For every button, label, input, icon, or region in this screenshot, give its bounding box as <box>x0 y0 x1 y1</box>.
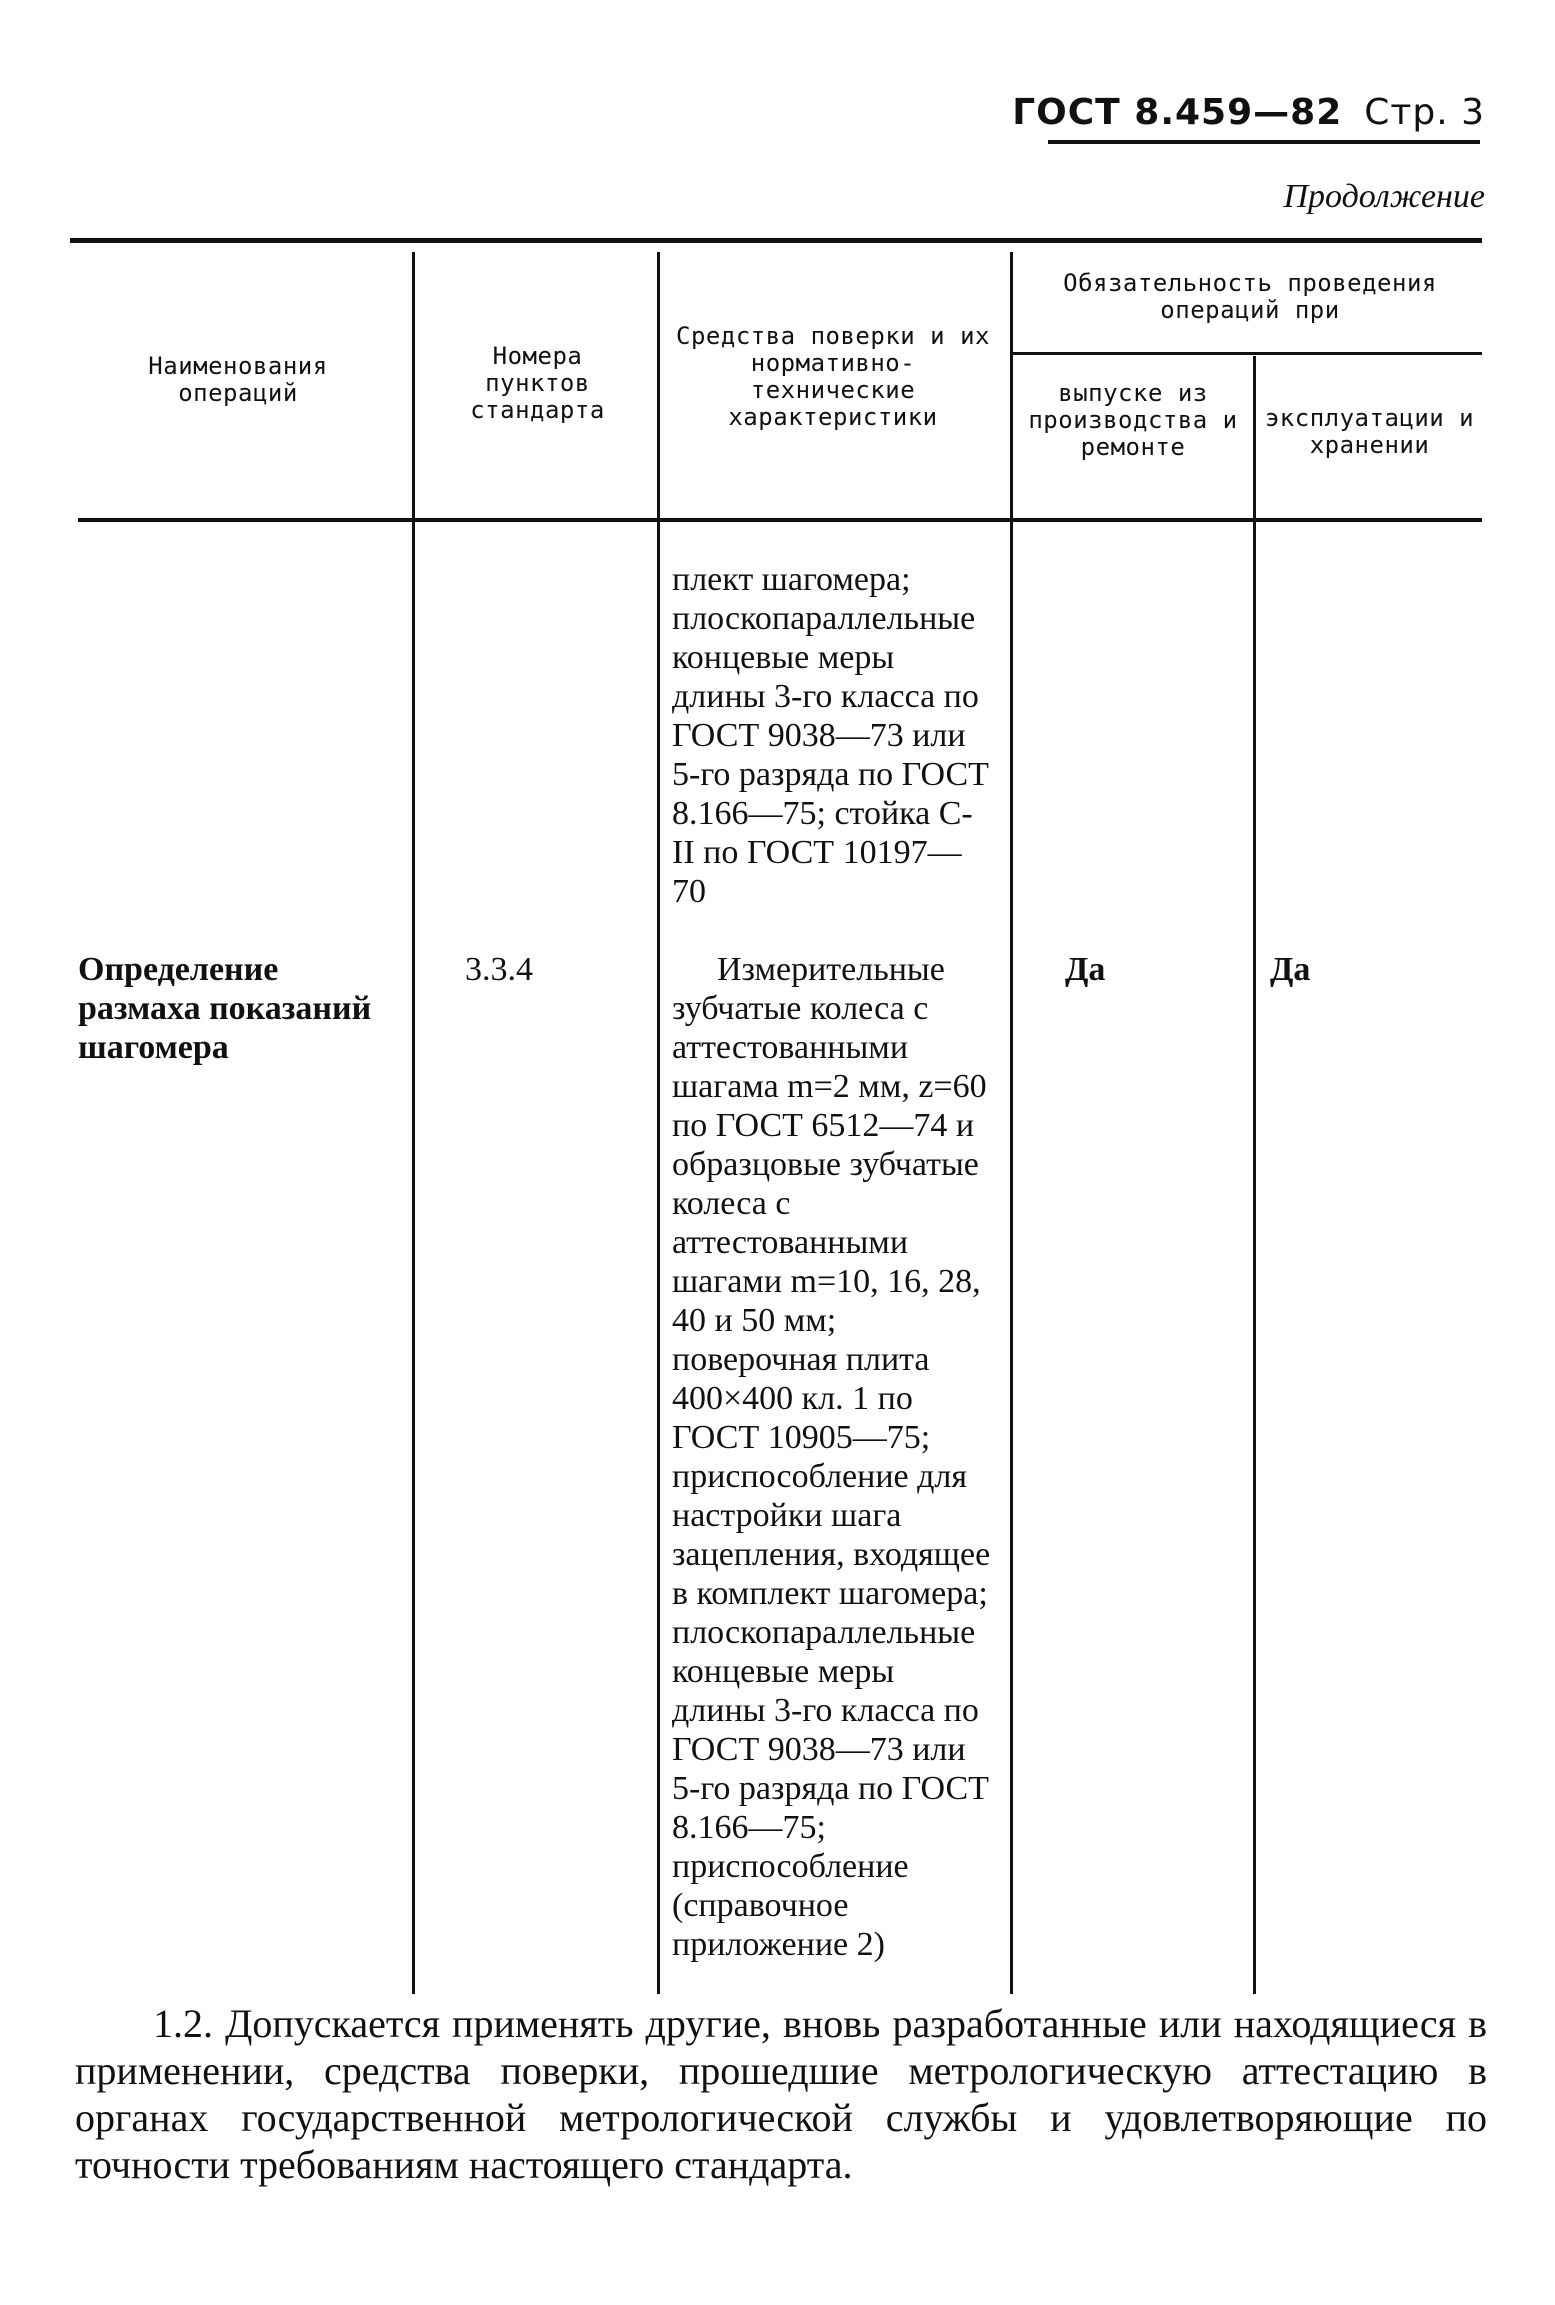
col-header-clauses: Номера пунктов стандарта <box>470 342 605 424</box>
col-header-means: Средства поверки и их нормативно-технические характеристики <box>676 322 990 431</box>
paragraph-1-2: 1.2. Допускается применять другие, вновь разработанные или находящиеся в применении, средства поверки, прошедшие метрологическую аттестацию в органах государственной метрологической службы и удовлетворяющие по точности требованиям настоящего стандарта. <box>75 2001 1487 2187</box>
clause-cell: 3.3.4 <box>465 951 533 988</box>
column-divider-4 <box>1253 356 1256 1994</box>
column-divider-3 <box>1010 252 1013 1994</box>
on-operation-cell: Да <box>1270 951 1311 988</box>
operation-cell: Определение размаха показаний шагомера <box>78 951 372 1066</box>
table-top-rule <box>70 238 1482 243</box>
table-header-rule <box>78 518 1482 522</box>
col-header-obligation: Обязательность проведения операций при <box>1063 269 1437 324</box>
continued-means-cell: плект шагомера; плоскопараллельные концевые меры длины 3-го класса по ГОСТ 9038—73 или 5-го разряда по ГОСТ 8.166—75; стойка С-II по ГОСТ 10197—70 <box>672 561 989 910</box>
obligation-subrule <box>1012 352 1482 355</box>
column-divider-1 <box>412 252 415 1994</box>
col-header-on-release: выпуске из производства и ремонте <box>1028 379 1238 461</box>
standard-number: ГОСТ 8.459—82 <box>1012 92 1343 133</box>
column-divider-2 <box>657 252 660 1994</box>
page-number: Стр. 3 <box>1364 92 1485 133</box>
header-underline <box>1048 140 1480 144</box>
col-header-on-operation: эксплуатации и хранении <box>1264 404 1475 459</box>
page-header <box>1012 92 1485 133</box>
col-header-operation: Наименования операций <box>148 352 328 407</box>
on-release-cell: Да <box>1065 951 1106 988</box>
continuation-label: Продолжение <box>1283 178 1485 215</box>
means-cell: Измерительные зубчатые колеса с аттестованными шагама m=2 мм, z=60 по ГОСТ 6512—74 и образцовые зубчатые колеса с аттестованными шагами m=10, 16, 28, 40 и 50 мм; поверочная плита 400×400 кл. 1 по ГОСТ 10905—75; приспособление для настройки шага зацепления, входящее в комплект шагомера; плоскопараллельные концевые меры длины 3-го класса по ГОСТ 9038—73 или 5-го разряда по ГОСТ 8.166—75; приспособление (справочное приложение 2) <box>672 951 991 1963</box>
